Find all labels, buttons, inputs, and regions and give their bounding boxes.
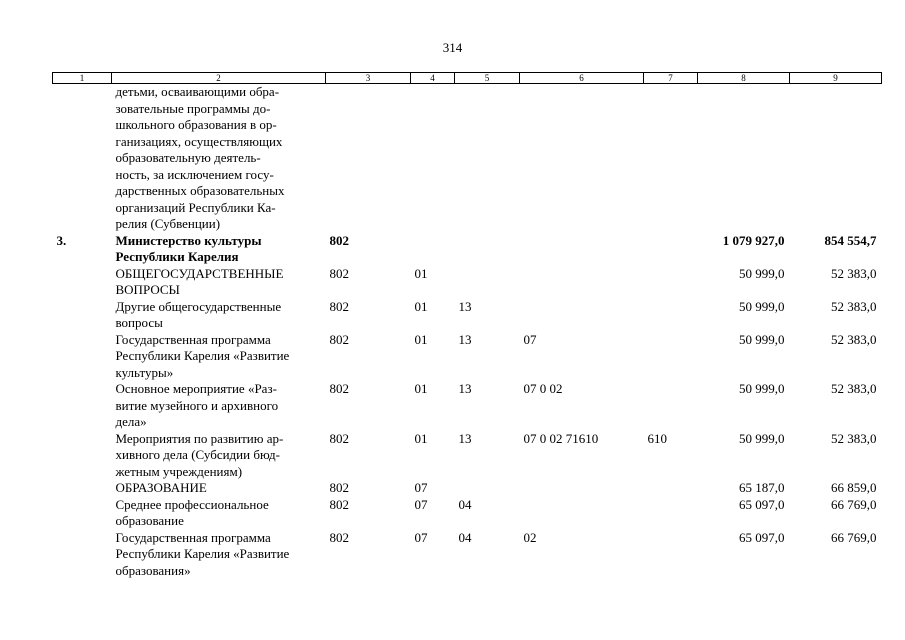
amount-year1-cell: 50 999,0 bbox=[739, 265, 785, 281]
grbs-code-cell: 802 bbox=[329, 430, 349, 446]
amount-year1-cell: 50 999,0 bbox=[739, 298, 785, 314]
target-article-cell bbox=[520, 266, 644, 299]
budget-table bbox=[52, 72, 882, 579]
column-number-header bbox=[53, 73, 882, 84]
subsection-code-cell bbox=[455, 480, 520, 497]
subsection-code-cell: 04 bbox=[458, 529, 472, 545]
target-article-cell bbox=[520, 497, 644, 530]
amount-year1-cell: 65 097,0 bbox=[739, 496, 785, 512]
table-row bbox=[53, 480, 882, 497]
amount-year2-cell: 52 383,0 bbox=[831, 331, 877, 347]
grbs-code-cell: 802 bbox=[329, 265, 349, 281]
expense-type-cell bbox=[644, 497, 698, 530]
target-article-cell: 07 0 02 bbox=[523, 381, 563, 396]
expense-type-cell bbox=[644, 480, 698, 497]
column-header: 9 bbox=[790, 73, 882, 84]
target-article-cell: 07 bbox=[523, 331, 537, 347]
column-header: 7 bbox=[644, 73, 698, 84]
table-row bbox=[53, 530, 882, 580]
item-name-cell: Государственная программа Республики Карелия «Развитие культуры» bbox=[115, 331, 290, 380]
table-row bbox=[53, 332, 882, 382]
column-header: 3 bbox=[326, 73, 411, 84]
section-code-cell: 07 bbox=[414, 480, 428, 495]
grbs-code-cell: 802 bbox=[329, 480, 349, 495]
amount-year1-cell: 1 079 927,0 bbox=[722, 232, 785, 248]
column-header: 1 bbox=[53, 73, 112, 84]
row-number-cell bbox=[53, 332, 112, 382]
grbs-code-cell: 802 bbox=[329, 496, 349, 512]
expense-type-cell bbox=[644, 266, 698, 299]
amount-year2-cell: 52 383,0 bbox=[831, 265, 877, 281]
item-name-cell: ОБЩЕГОСУДАРСТВЕННЫЕ ВОПРОСЫ bbox=[115, 265, 284, 297]
item-name-cell: ОБРАЗОВАНИЕ bbox=[115, 480, 207, 495]
section-code-cell bbox=[411, 84, 455, 233]
row-number-cell bbox=[53, 530, 112, 580]
grbs-code-cell: 802 bbox=[329, 381, 349, 396]
amount-year2-cell: 52 383,0 bbox=[831, 381, 877, 396]
amount-year2-cell: 52 383,0 bbox=[831, 298, 877, 314]
row-number-cell bbox=[53, 381, 112, 431]
subsection-code-cell: 13 bbox=[458, 381, 472, 396]
amount-year2-cell: 66 859,0 bbox=[831, 480, 877, 495]
item-name-cell: Министерство культуры Республики Карелия bbox=[115, 232, 262, 264]
section-code-cell: 01 bbox=[414, 265, 428, 281]
amount-year2-cell bbox=[790, 84, 882, 233]
subsection-code-cell bbox=[455, 84, 520, 233]
expense-type-cell bbox=[644, 233, 698, 266]
row-number-cell bbox=[53, 299, 112, 332]
item-name-cell: Государственная программа Республики Карелия «Развитие образования» bbox=[115, 529, 290, 578]
table-body bbox=[53, 84, 882, 580]
table-row bbox=[53, 299, 882, 332]
amount-year1-cell: 50 999,0 bbox=[739, 430, 785, 446]
amount-year1-cell: 65 097,0 bbox=[739, 529, 785, 545]
section-code-cell: 01 bbox=[414, 381, 428, 396]
table-row bbox=[53, 431, 882, 481]
row-number-cell bbox=[53, 84, 112, 233]
section-code-cell: 07 bbox=[414, 496, 428, 512]
section-code-cell: 01 bbox=[414, 430, 428, 446]
subsection-code-cell: 13 bbox=[458, 298, 472, 314]
section-code-cell: 07 bbox=[414, 529, 428, 545]
grbs-code-cell: 802 bbox=[329, 529, 349, 545]
target-article-cell bbox=[520, 84, 644, 233]
table-row bbox=[53, 233, 882, 266]
page-number: 314 bbox=[442, 40, 463, 55]
row-number-cell: 3. bbox=[56, 232, 67, 248]
amount-year1-cell: 65 187,0 bbox=[739, 480, 785, 495]
subsection-code-cell: 13 bbox=[458, 430, 472, 446]
row-number-cell bbox=[53, 431, 112, 481]
table-row bbox=[53, 497, 882, 530]
column-header: 5 bbox=[455, 73, 520, 84]
target-article-cell bbox=[520, 233, 644, 266]
amount-year1-cell: 50 999,0 bbox=[739, 381, 785, 396]
amount-year1-cell bbox=[698, 84, 790, 233]
grbs-code-cell: 802 bbox=[329, 232, 349, 248]
subsection-code-cell bbox=[455, 233, 520, 266]
amount-year2-cell: 854 554,7 bbox=[824, 232, 877, 248]
column-header: 8 bbox=[698, 73, 790, 84]
target-article-cell bbox=[520, 480, 644, 497]
row-number-cell bbox=[53, 266, 112, 299]
item-name-cell: Мероприятия по развитию ар- хивного дела (Субсидии бюд- жетным учреждениям) bbox=[115, 430, 284, 479]
amount-year2-cell: 66 769,0 bbox=[831, 529, 877, 545]
target-article-cell: 02 bbox=[523, 529, 537, 545]
amount-year2-cell: 66 769,0 bbox=[831, 496, 877, 512]
expense-type-cell bbox=[644, 332, 698, 382]
column-header: 4 bbox=[411, 73, 455, 84]
item-name-cell: Основное мероприятие «Раз- витие музейного и архивного дела» bbox=[115, 381, 279, 429]
expense-type-cell bbox=[644, 381, 698, 431]
subsection-code-cell bbox=[455, 266, 520, 299]
table-row bbox=[53, 381, 882, 431]
table-row bbox=[53, 84, 882, 233]
grbs-code-cell: 802 bbox=[329, 298, 349, 314]
column-header: 6 bbox=[520, 73, 644, 84]
section-code-cell bbox=[411, 233, 455, 266]
amount-year2-cell: 52 383,0 bbox=[831, 430, 877, 446]
section-code-cell: 01 bbox=[414, 331, 428, 347]
amount-year1-cell: 50 999,0 bbox=[739, 331, 785, 347]
target-article-cell: 07 0 02 71610 bbox=[523, 430, 599, 446]
section-code-cell: 01 bbox=[414, 298, 428, 314]
expense-type-cell bbox=[644, 299, 698, 332]
item-name-cell: Среднее профессиональное образование bbox=[115, 496, 269, 528]
grbs-code-cell: 802 bbox=[329, 331, 349, 347]
row-number-cell bbox=[53, 480, 112, 497]
expense-type-cell bbox=[644, 530, 698, 580]
expense-type-cell: 610 bbox=[647, 430, 667, 446]
table-row bbox=[53, 266, 882, 299]
subsection-code-cell: 04 bbox=[458, 496, 472, 512]
item-name-cell: Другие общегосударственные вопросы bbox=[115, 298, 282, 330]
column-header: 2 bbox=[112, 73, 326, 84]
target-article-cell bbox=[520, 299, 644, 332]
subsection-code-cell: 13 bbox=[458, 331, 472, 347]
item-name-cell: детьми, осваивающими обра- зовательные программы до- школьного образования в ор- ганизациях, осуществляющих образовательную деятель- ность, за исключением госу- дарственных образовательных организаций Республики Ка- релия (Субвенции) bbox=[115, 84, 285, 231]
row-number-cell bbox=[53, 497, 112, 530]
expense-type-cell bbox=[644, 84, 698, 233]
grbs-code-cell bbox=[326, 84, 411, 233]
